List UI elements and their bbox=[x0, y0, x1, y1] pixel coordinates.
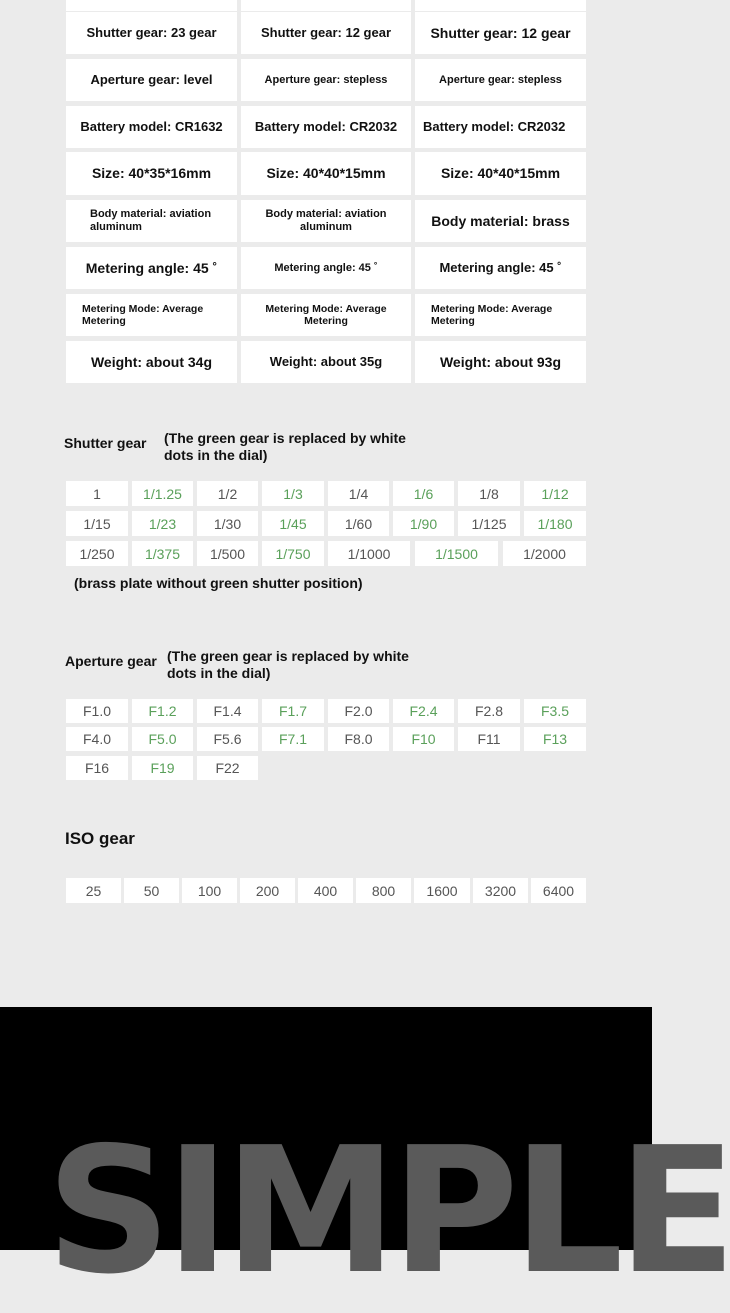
iso-gear-label: ISO gear bbox=[65, 829, 135, 848]
gear-cell: 6400 bbox=[531, 878, 586, 903]
spec-cell: Weight: about 35g bbox=[241, 341, 411, 383]
spec-cell: Metering angle: 45 ˚ bbox=[415, 247, 586, 289]
gear-cell: 1/2000 bbox=[503, 541, 586, 566]
gear-cell: F16 bbox=[66, 756, 128, 780]
gear-cell-green: F1.2 bbox=[132, 699, 193, 723]
spec-cell: Body material: aviation aluminum bbox=[66, 200, 237, 242]
gear-cell: 1/8 bbox=[458, 481, 520, 506]
gear-cell-green: F2.4 bbox=[393, 699, 454, 723]
gear-cell-green: F13 bbox=[524, 727, 586, 751]
gear-cell: 1600 bbox=[414, 878, 470, 903]
spec-row-partial bbox=[415, 0, 586, 11]
gear-cell: 1/500 bbox=[197, 541, 258, 566]
gear-cell: 1/60 bbox=[328, 511, 389, 536]
gear-cell: 50 bbox=[124, 878, 179, 903]
spec-cell: Body material: brass bbox=[415, 200, 586, 242]
spec-cell: Battery model: CR1632 bbox=[66, 106, 237, 148]
gear-cell: 1/250 bbox=[66, 541, 128, 566]
gear-cell: 1/4 bbox=[328, 481, 389, 506]
spec-cell: Size: 40*40*15mm bbox=[241, 152, 411, 195]
gear-cell: F8.0 bbox=[328, 727, 389, 751]
gear-cell: 100 bbox=[182, 878, 237, 903]
spec-cell: Body material: aviation aluminum bbox=[241, 200, 411, 242]
gear-cell-green: 1/180 bbox=[524, 511, 586, 536]
gear-cell: F4.0 bbox=[66, 727, 128, 751]
spec-row-partial bbox=[66, 0, 237, 11]
gear-cell: F2.0 bbox=[328, 699, 389, 723]
simple-banner bbox=[0, 1007, 730, 1313]
spec-cell: Aperture gear: level bbox=[66, 59, 237, 101]
gear-cell-green: 1/1500 bbox=[415, 541, 498, 566]
spec-cell: Weight: about 34g bbox=[66, 341, 237, 383]
gear-cell-green: 1/90 bbox=[393, 511, 454, 536]
gear-cell-green: F7.1 bbox=[262, 727, 324, 751]
spec-cell: Aperture gear: stepless bbox=[415, 59, 586, 101]
gear-cell: F11 bbox=[458, 727, 520, 751]
gear-cell: 1/1000 bbox=[328, 541, 410, 566]
banner-word: SIMPLE bbox=[46, 1110, 730, 1313]
aperture-gear-label: Aperture gear bbox=[65, 653, 157, 669]
gear-cell: 3200 bbox=[473, 878, 528, 903]
gear-cell-green: 1/45 bbox=[262, 511, 324, 536]
spec-cell: Metering angle: 45 ˚ bbox=[241, 247, 411, 289]
spec-cell: Metering Mode: Average Metering bbox=[241, 294, 411, 336]
spec-cell: Weight: about 93g bbox=[415, 341, 586, 383]
gear-cell: 400 bbox=[298, 878, 353, 903]
gear-cell-green: 1/23 bbox=[132, 511, 193, 536]
spec-cell: Metering angle: 45 ˚ bbox=[66, 247, 237, 289]
spec-cell: Size: 40*40*15mm bbox=[415, 152, 586, 195]
spec-cell: Shutter gear: 23 gear bbox=[66, 12, 237, 54]
shutter-gear-note: (The green gear is replaced by white dots in the dial) bbox=[164, 430, 406, 463]
spec-cell: Metering Mode: Average Metering bbox=[415, 294, 586, 336]
gear-cell: F22 bbox=[197, 756, 258, 780]
spec-cell: Metering Mode: Average Metering bbox=[66, 294, 237, 336]
spec-cell: Size: 40*35*16mm bbox=[66, 152, 237, 195]
spec-cell: Battery model: CR2032 bbox=[415, 106, 586, 148]
gear-cell: 1/2 bbox=[197, 481, 258, 506]
shutter-footnote: (brass plate without green shutter position) bbox=[74, 575, 363, 591]
gear-cell-green: F3.5 bbox=[524, 699, 586, 723]
spec-cell: Aperture gear: stepless bbox=[241, 59, 411, 101]
gear-cell: F1.0 bbox=[66, 699, 128, 723]
gear-cell: F1.4 bbox=[197, 699, 258, 723]
gear-cell: 25 bbox=[66, 878, 121, 903]
gear-cell-green: F1.7 bbox=[262, 699, 324, 723]
gear-cell: 1/125 bbox=[458, 511, 520, 536]
gear-cell: 200 bbox=[240, 878, 295, 903]
gear-cell: F5.6 bbox=[197, 727, 258, 751]
gear-cell-green: 1/3 bbox=[262, 481, 324, 506]
gear-cell-green: 1/750 bbox=[262, 541, 324, 566]
spec-cell: Shutter gear: 12 gear bbox=[241, 12, 411, 54]
spec-cell: Battery model: CR2032 bbox=[241, 106, 411, 148]
gear-cell-green: F5.0 bbox=[132, 727, 193, 751]
gear-cell-green: F10 bbox=[393, 727, 454, 751]
gear-cell-green: 1/375 bbox=[132, 541, 193, 566]
gear-cell: 1/15 bbox=[66, 511, 128, 536]
gear-cell-green: 1/12 bbox=[524, 481, 586, 506]
aperture-gear-note: (The green gear is replaced by white dots in the dial) bbox=[167, 648, 409, 681]
gear-cell: 800 bbox=[356, 878, 411, 903]
shutter-gear-label: Shutter gear bbox=[64, 435, 147, 451]
gear-cell-green: 1/6 bbox=[393, 481, 454, 506]
spec-cell: Shutter gear: 12 gear bbox=[415, 12, 586, 54]
gear-cell-green: 1/1.25 bbox=[132, 481, 193, 506]
gear-cell: 1 bbox=[66, 481, 128, 506]
spec-row-partial bbox=[241, 0, 411, 11]
gear-cell-green: F19 bbox=[132, 756, 193, 780]
gear-cell: F2.8 bbox=[458, 699, 520, 723]
gear-cell: 1/30 bbox=[197, 511, 258, 536]
